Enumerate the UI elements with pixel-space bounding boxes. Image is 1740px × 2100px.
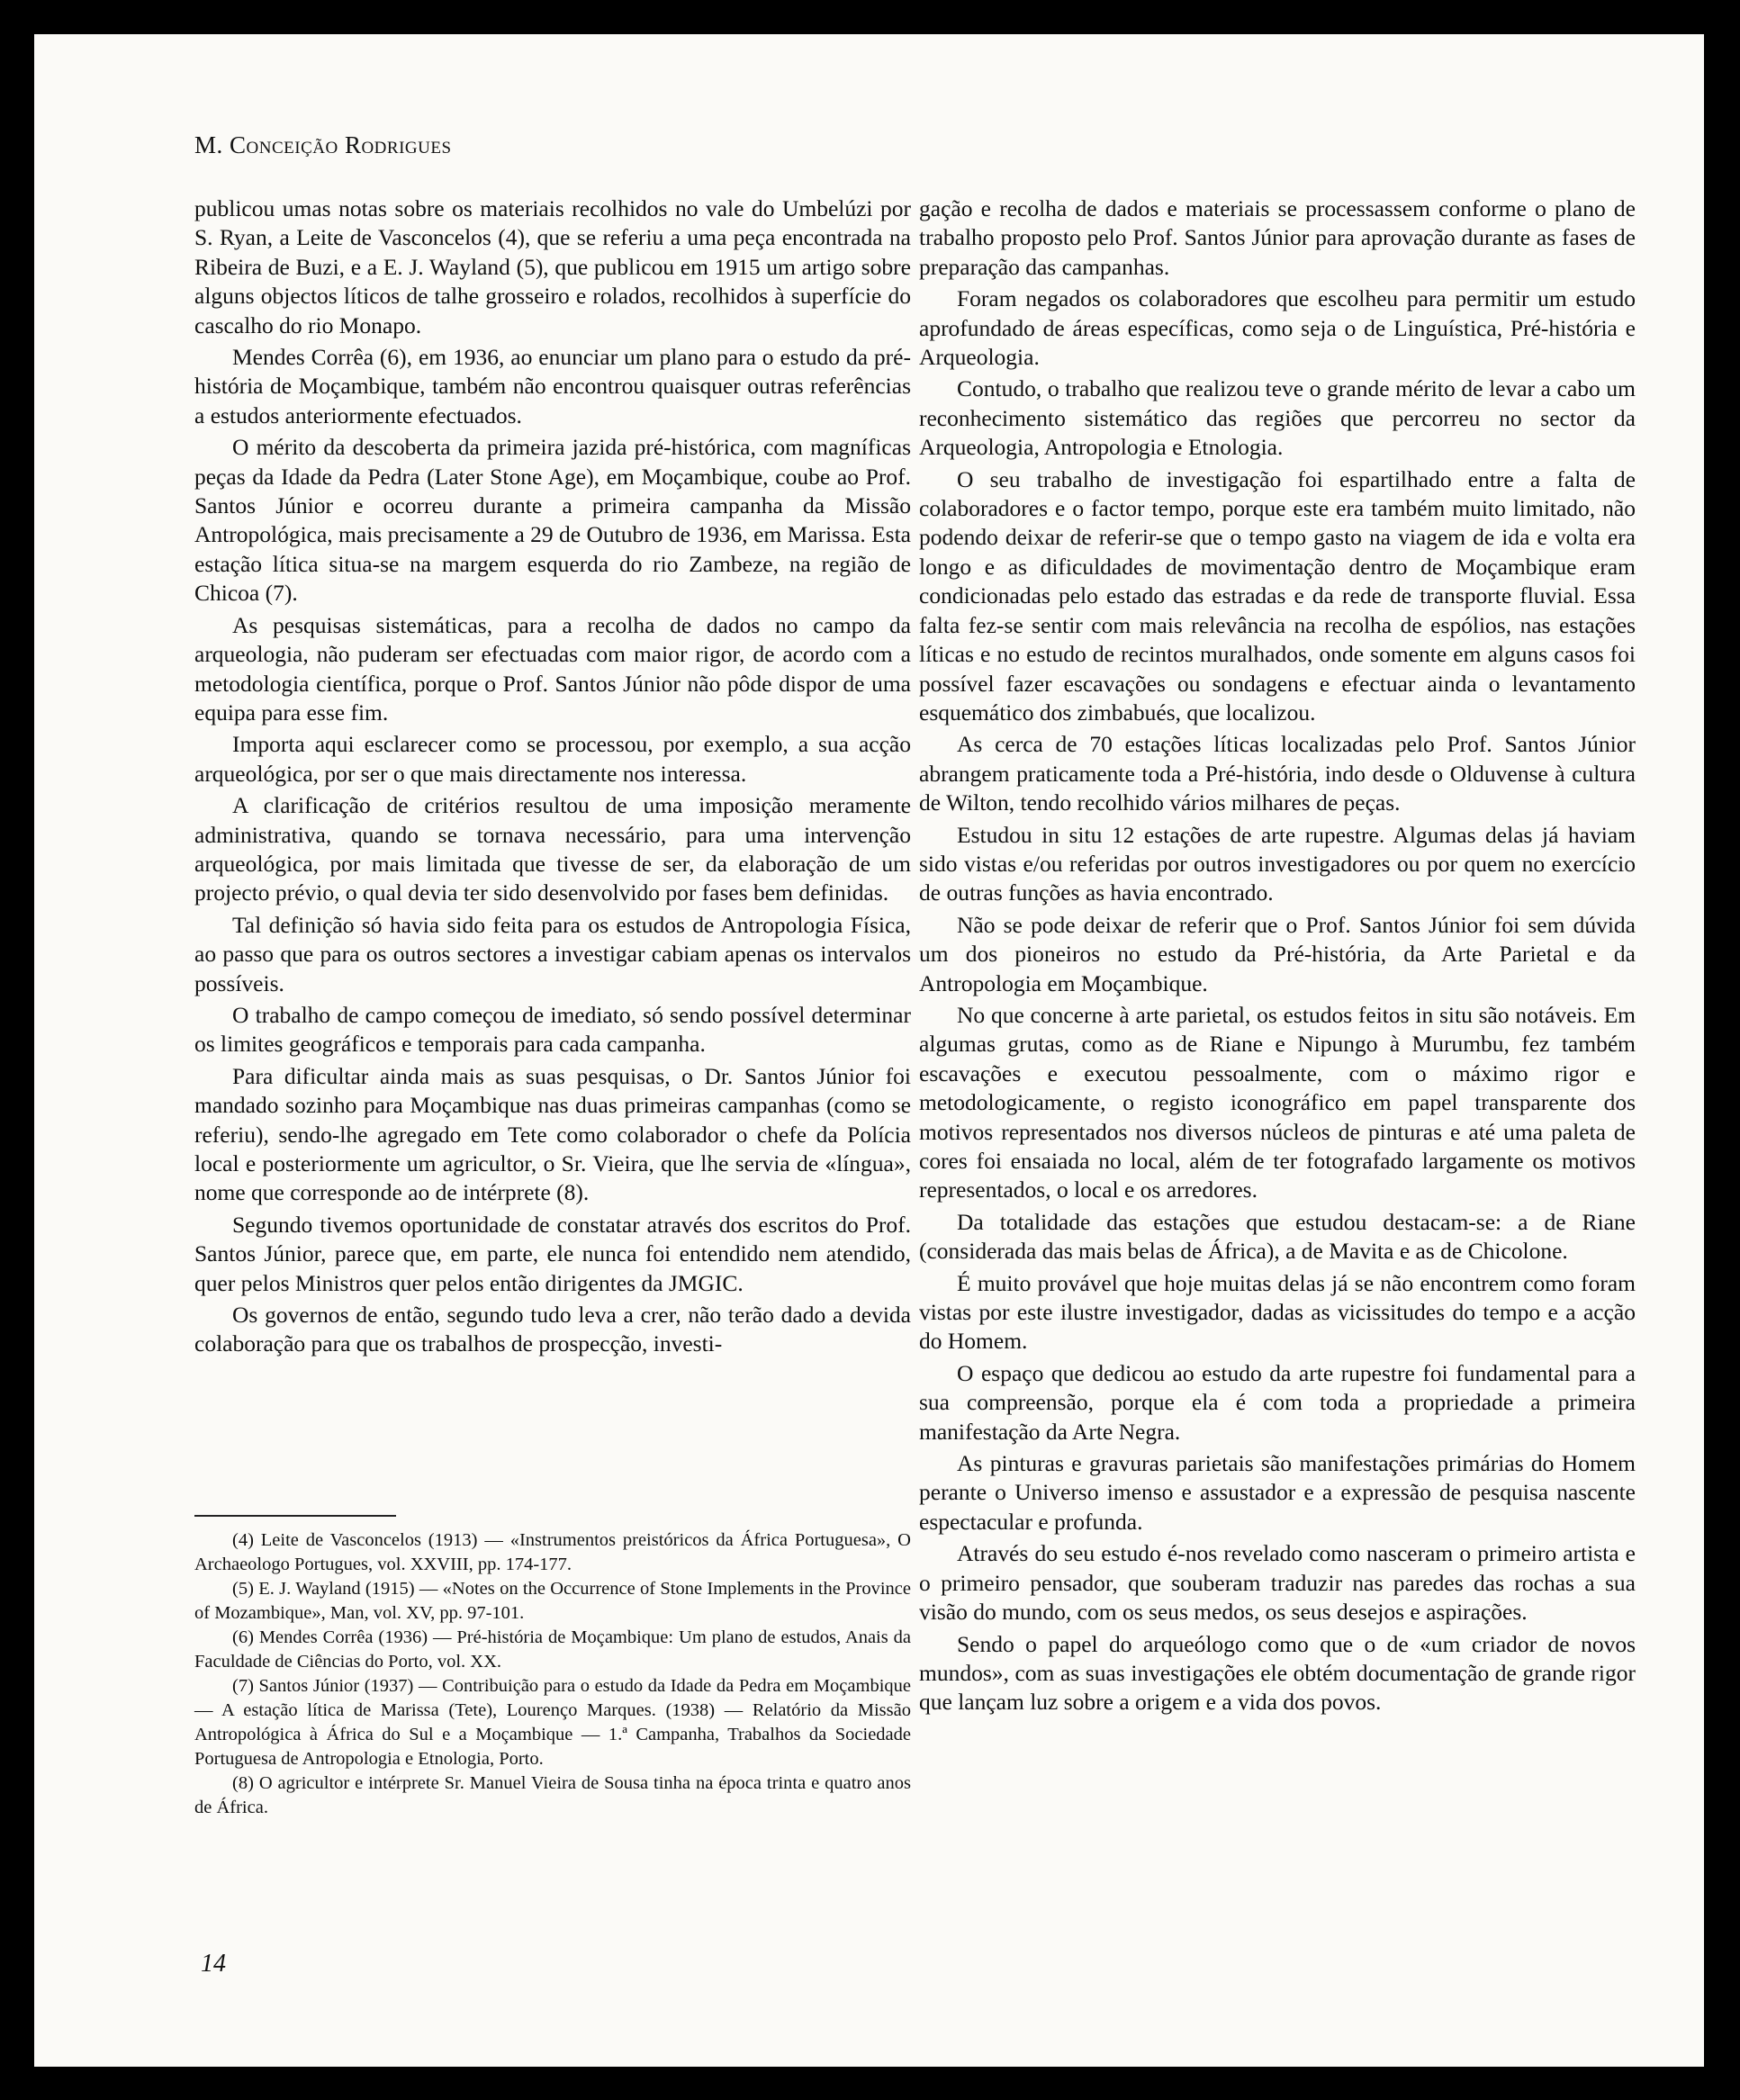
right-column (919, 194, 1636, 1720)
paragraph: Através do seu estudo é-nos revelado como nasceram o primeiro artista e o primeiro pensador, que souberam traduzir nas paredes das rochas a sua visão do mundo, com os seus medos, os seus desejos e aspirações. (919, 1540, 1636, 1626)
paragraph: Importa aqui esclarecer como se processou, por exemplo, a sua acção arqueológica, por ser o que mais directamente nos interessa. (194, 731, 911, 787)
paragraph: Os governos de então, segundo tudo leva a crer, não terão dado a devida colaboração para que os trabalhos de prospecção, investi- (194, 1302, 911, 1357)
footnote: (7) Santos Júnior (1937) — Contribuição para o estudo da Idade da Pedra em Moçambique — A estação lítica de Marissa (Tete), Lourenço Marques. (1938) — Relatório da Missão Antropológica à África do Sul e a Moçambique — 1.ª Campanha, Trabalhos da Sociedade Portuguesa de Antropologia e Etnologia, Porto. (194, 1676, 911, 1769)
header-author-first: Conceição (230, 131, 338, 158)
paragraph: Estudou in situ 12 estações de arte rupestre. Algumas delas já haviam sido vistas e/ou referidas por outros investigadores ou por quem no exercício de outras funções as havia encontrado. (919, 821, 1636, 906)
paragraph: Mendes Corrêa (6), em 1936, ao enunciar um plano para o estudo da pré-história de Moçambique, também não encontrou quaisquer outras referências a estudos anteriormente efectuados. (194, 344, 911, 428)
paragraph: As cerca de 70 estações líticas localizadas pelo Prof. Santos Júnior abrangem praticamente toda a Pré-história, indo desde o Olduvense à cultura de Wilton, tendo recolhido vários milhares de peças. (919, 731, 1636, 816)
paragraph: O espaço que dedicou ao estudo da arte rupestre foi fundamental para a sua compreensão, porque ela é com toda a propriedade a primeira manifestação da Arte Negra. (919, 1359, 1636, 1445)
header-author-last: Rodrigues (344, 131, 452, 158)
paragraph: A clarificação de critérios resultou de uma imposição meramente administrativa, quando se tornava necessário, para uma intervenção arqueológica, por mais limitada que tivesse de ser, da elaboração de um projecto prévio, o qual devia ter sido desenvolvido por fases bem definidas. (194, 792, 911, 906)
footnote: (6) Mendes Corrêa (1936) — Pré-história de Moçambique: Um plano de estudos, Anais da Faculdade de Ciências do Porto, vol. XX. (194, 1627, 911, 1672)
paragraph: As pesquisas sistemáticas, para a recolha de dados no campo da arqueologia, não puderam ser efectuadas com maior rigor, de acordo com a metodologia científica, porque o Prof. Santos Júnior não pôde dispor de uma equipa para esse fim. (194, 611, 911, 726)
paragraph: No que concerne à arte parietal, os estudos feitos in situ são notáveis. Em algumas grutas, como as de Riane e Nipungo à Murumbu, fez também escavações e executou pessoalmente, com o máximo rigor e metodologicamente, o registo iconográfico em papel transparente dos motivos representados nos diversos núcleos de pinturas e até uma paleta de cores foi ensaiada no local, além de ter fotografado largamente os motivos representados, o local e os arredores. (919, 1001, 1636, 1203)
paragraph: publicou umas notas sobre os materiais recolhidos no vale do Umbelúzi por S. Ryan, a Leite de Vasconcelos (4), que se referiu a uma peça encontrada na Ribeira de Buzi, e a E. J. Wayland (5), que publicou em 1915 um artigo sobre alguns objectos líticos de talhe grosseiro e rolados, recolhidos à superfície do cascalho do rio Monapo. (194, 195, 911, 338)
paragraph: Segundo tivemos oportunidade de constatar através dos escritos do Prof. Santos Júnior, parece que, em parte, ele nunca foi entendido nem atendido, quer pelos Ministros quer pelos então dirigentes da JMGIC. (194, 1211, 911, 1296)
footnote: (4) Leite de Vasconcelos (1913) — «Instrumentos preistóricos da África Portuguesa», O Archaeologo Portugues, vol. XXVIII, pp. 174-177. (194, 1530, 911, 1574)
page-number: 14 (201, 1950, 226, 1978)
paragraph: Contudo, o trabalho que realizou teve o grande mérito de levar a cabo um reconhecimento sistemático das regiões que percorreu no sector da Arqueologia, Antropologia e Etnologia. (919, 375, 1636, 461)
paragraph: O trabalho de campo começou de imediato, só sendo possível determinar os limites geográficos e temporais para cada campanha. (194, 1001, 911, 1058)
paragraph: gação e recolha de dados e materiais se processassem conforme o plano de trabalho proposto pelo Prof. Santos Júnior para aprovação durante as fases de preparação das campanhas. (919, 195, 1636, 280)
paragraph: O mérito da descoberta da primeira jazida pré-histórica, com magníficas peças da Idade da Pedra (Later Stone Age), em Moçambique, coube ao Prof. Santos Júnior e ocorreu durante a primeira campanha da Missão Antropológica, mais precisamente a 29 de Outubro de 1936, em Marissa. Esta estação lítica situa-se na margem esquerda do rio Zambeze, na região de Chicoa (7). (194, 434, 911, 607)
paragraph: As pinturas e gravuras parietais são manifestações primárias do Homem perante o Universo imenso e assustador e a expressão de pesquisa nascente espectacular e profunda. (919, 1450, 1636, 1535)
footnote: (8) O agricultor e intérprete Sr. Manuel Vieira de Sousa tinha na época trinta e quatro anos de África. (194, 1773, 911, 1817)
paragraph: Para dificultar ainda mais as suas pesquisas, o Dr. Santos Júnior foi mandado sozinho para Moçambique nas duas primeiras campanhas (como se referiu), sendo-lhe agregado em Tete como colaborador o chefe da Polícia local e posteriormente um agricultor, o Sr. Vieira, que lhe servia de «língua», nome que corresponde ao de intérprete (8). (194, 1062, 911, 1206)
header-initial: M. (194, 131, 223, 158)
document-page (34, 34, 1704, 2067)
paragraph: Não se pode deixar de referir que o Prof. Santos Júnior foi sem dúvida um dos pioneiros no estudo da Pré-história, da Arte Parietal e da Antropologia em Moçambique. (919, 911, 1636, 996)
paragraph: O seu trabalho de investigação foi espartilhado entre a falta de colaboradores e o factor tempo, porque este era também muito limitado, não podendo deixar de referir-se que o tempo gasto na viagem de ida e volta era longo e as dificuldades de movimentação dentro de Moçambique eram condicionadas pelo estado das estradas e da rede de transporte fluvial. Essa falta fez-se sentir com mais relevância na recolha de espólios, nas estações líticas e no estudo de recintos muralhados, onde somente em alguns casos foi possível fazer escavações ou sondagens e efectuar ainda o levantamento esquemático dos zimbabués, que localizou. (919, 465, 1636, 726)
paragraph: Foram negados os colaboradores que escolheu para permitir um estudo aprofundado de áreas específicas, como seja o de Linguística, Pré-história e Arqueologia. (919, 285, 1636, 371)
footnote: (5) E. J. Wayland (1915) — «Notes on the Occurrence of Stone Implements in the Province of Mozambique», Man, vol. XV, pp. 97-101. (194, 1579, 911, 1623)
running-header (194, 131, 452, 159)
paragraph: Tal definição só havia sido feita para os estudos de Antropologia Física, ao passo que para os outros sectores a investigar cabiam apenas os intervalos possíveis. (194, 911, 911, 996)
paragraph: Sendo o papel do arqueólogo como que o de «um criador de novos mundos», com as suas investigações ele obtém documentação de grande rigor que lançam luz sobre a origem e a vida dos povos. (919, 1630, 1636, 1716)
left-column (194, 194, 911, 1362)
footnotes (194, 1528, 911, 1820)
paragraph: É muito provável que hoje muitas delas já se não encontrem como foram vistas por este ilustre investigador, dadas as vicissitudes do tempo e a acção do Homem. (919, 1269, 1636, 1355)
footnote-divider (194, 1515, 396, 1517)
paragraph: Da totalidade das estações que estudou destacam-se: a de Riane (considerada das mais belas de África), a de Mavita e as de Chicolone. (919, 1208, 1636, 1265)
